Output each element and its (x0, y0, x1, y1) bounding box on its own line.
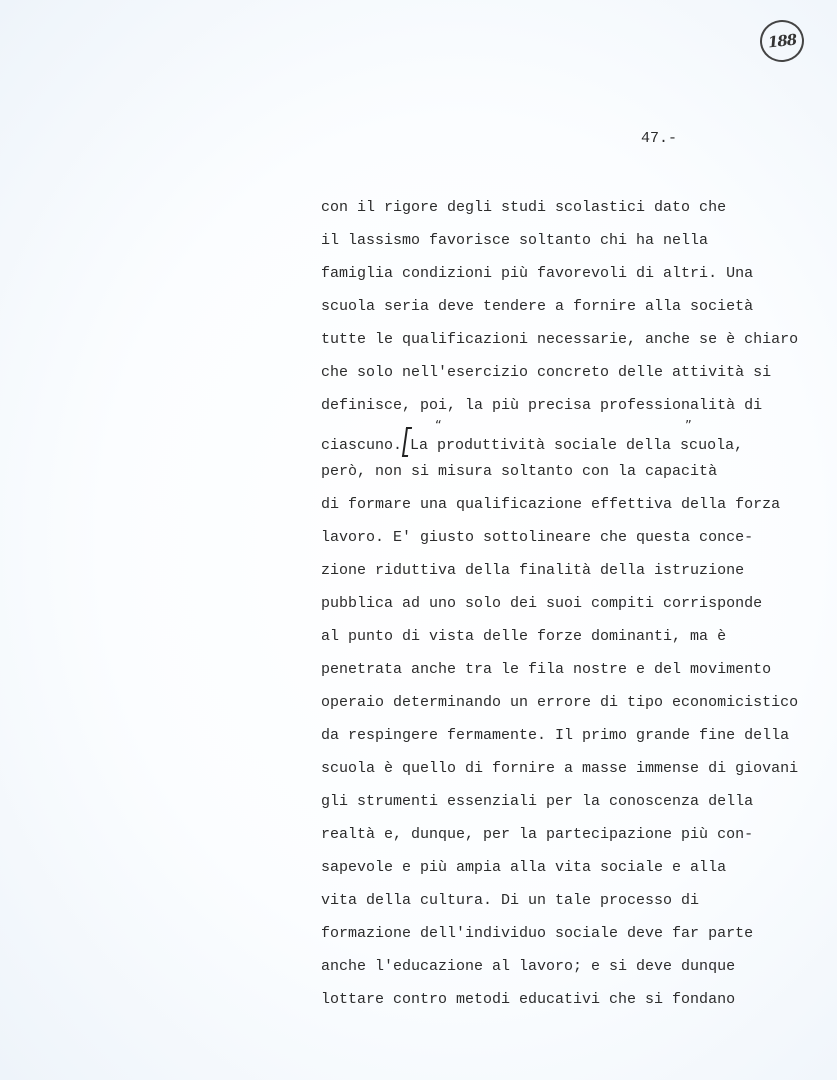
text-line: scuola è quello di fornire a masse immense di giovani (321, 760, 799, 777)
text-line: penetrata anche tra le fila nostre e del movimento (321, 661, 772, 678)
text-line: sapevole e più ampia alla vita sociale e alla (321, 859, 727, 876)
text-line: famiglia condizioni più favorevoli di altri. Una (321, 265, 754, 282)
text-line: con il rigore degli studi scolastici dato che (321, 199, 727, 216)
text-line: tutte le qualificazioni necessarie, anche se è chiaro (321, 331, 799, 348)
text-line: da respingere fermamente. Il primo grande fine della (321, 727, 790, 744)
text-line: gli strumenti essenziali per la conoscenza della (321, 793, 754, 810)
text-line: al punto di vista delle forze dominanti, ma è (321, 628, 727, 645)
page-number: 47.- (641, 130, 678, 147)
text-line: pubblica ad uno solo dei suoi compiti corrisponde (321, 595, 763, 612)
typed-text-body (321, 196, 837, 1021)
text-line: vita della cultura. Di un tale processo di (321, 892, 700, 909)
page-stamp-number: 188 (766, 30, 798, 52)
text-line: zione riduttiva della finalità della istruzione (321, 562, 745, 579)
text-line: di formare una qualificazione effettiva della forza (321, 496, 781, 513)
text-line: che solo nell'esercizio concreto delle attività si (321, 364, 772, 381)
text-line: realtà e, dunque, per la partecipazione più con- (321, 826, 754, 843)
page-stamp (758, 18, 806, 64)
text-segment: La produttività sociale della scuola, (410, 437, 744, 454)
text-line: definisce, poi, la più precisa professionalità di (321, 397, 763, 414)
handwritten-open-quote: “ (435, 419, 442, 434)
text-line: però, non si misura soltanto con la capacità (321, 463, 718, 480)
text-line: lavoro. E' giusto sottolineare che questa conce- (321, 529, 754, 546)
text-line: anche l'educazione al lavoro; e si deve dunque (321, 958, 736, 975)
text-segment: ciascuno. (321, 437, 403, 454)
text-line: il lassismo favorisce soltanto chi ha nella (321, 232, 709, 249)
text-line: formazione dell'individuo sociale deve far parte (321, 925, 754, 942)
text-line: scuola seria deve tendere a fornire alla società (321, 298, 754, 315)
handwritten-bracket-mark (402, 427, 410, 455)
handwritten-close-quote: ” (685, 419, 692, 434)
text-line: operaio determinando un errore di tipo economicistico (321, 694, 799, 711)
text-line-annotated (321, 419, 837, 460)
text-line: lottare contro metodi educativi che si fondano (321, 991, 736, 1008)
